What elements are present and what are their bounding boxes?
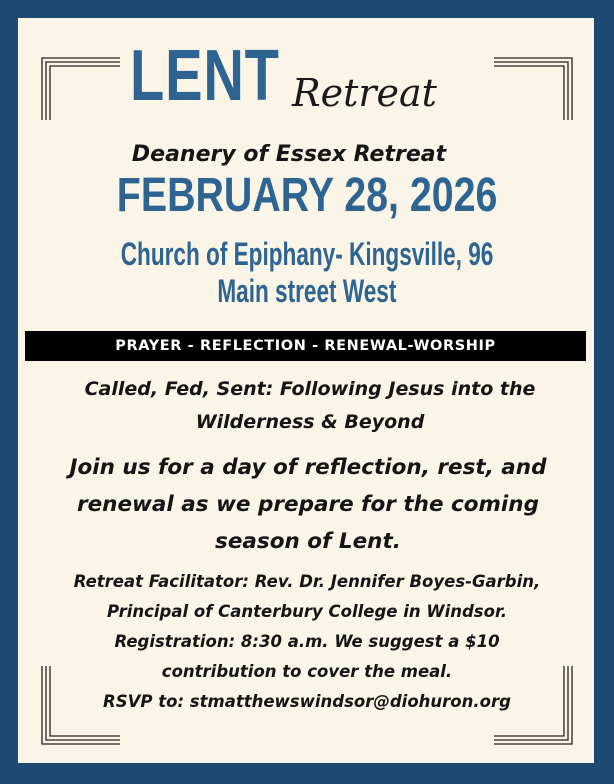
invite-line-1: Join us for a day of reflection, rest, and — [69, 455, 547, 480]
venue-line-2 — [200, 273, 413, 310]
theme-line-1: Called, Fed, Sent: Following Jesus into the — [84, 378, 536, 400]
retreat-theme — [30, 373, 590, 439]
facilitator-line: Retreat Facilitator: Rev. Dr. Jennifer Boyes-Garbin, — [73, 572, 541, 591]
contribution-line: contribution to cover the meal. — [161, 662, 453, 681]
event-date-text: FEBRUARY 28, 2026 — [116, 169, 498, 222]
invite-line-2: renewal as we prepare for the coming — [76, 492, 539, 517]
registration-line: Registration: 8:30 a.m. We suggest a $10 — [114, 632, 500, 651]
invitation-text — [30, 449, 586, 560]
theme-line-2: Wilderness & Beyond — [195, 411, 425, 433]
corner-ornament-top-left — [40, 56, 122, 122]
venue-line-1 — [85, 236, 529, 273]
event-date — [0, 169, 614, 222]
themes-banner: PRAYER - REFLECTION - RENEWAL-WORSHIP — [25, 331, 586, 361]
title-retreat-script: Retreat — [292, 71, 437, 115]
subtitle-deanery: Deanery of Essex Retreat — [131, 142, 447, 167]
event-venue — [0, 236, 614, 310]
invite-line-3: season of Lent. — [215, 529, 401, 554]
facilitator-affiliation: Principal of Canterbury College in Windsor. — [106, 602, 508, 621]
corner-ornament-top-right — [492, 56, 574, 122]
rsvp-line: RSVP to: stmatthewswindsor@diohuron.org — [103, 692, 511, 711]
title-lent: LENT — [130, 36, 280, 116]
event-details — [22, 567, 592, 717]
venue-line-1-text: Church of Epiphany- Kingsville, 96 — [120, 236, 494, 272]
venue-line-2-text: Main street West — [217, 273, 397, 309]
